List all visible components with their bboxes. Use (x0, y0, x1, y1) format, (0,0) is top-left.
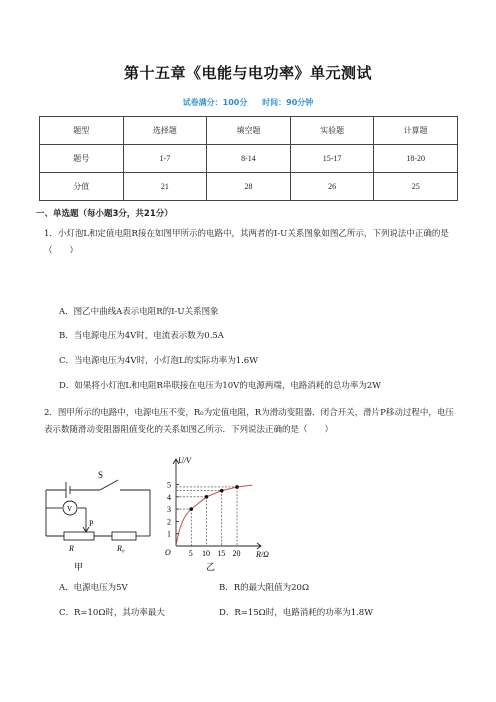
origin-label: O (165, 548, 171, 557)
fixed-resistor-label: R₀ (117, 544, 125, 553)
table-cell: 填空题 (207, 117, 291, 145)
y-tick-label: 5 (167, 480, 171, 490)
table-cell: 25 (374, 173, 458, 201)
full-score: 试卷满分：100分 (182, 98, 248, 107)
x-tick-label: 20 (232, 549, 241, 558)
table-cell: 分值 (40, 173, 124, 201)
voltage-resistance-graph (160, 452, 282, 576)
table-cell: 1-7 (123, 145, 207, 173)
data-point (220, 489, 224, 493)
score-table (39, 116, 458, 201)
switch-label: S (98, 470, 104, 480)
table-cell: 28 (207, 173, 291, 201)
x-tick-label: 15 (217, 549, 226, 558)
fixed-resistor-icon (112, 532, 136, 540)
page-title: 第十五章《电能与电功率》单元测试 (123, 64, 372, 82)
circuit-caption: 甲 (74, 562, 84, 572)
table-cell: 题号 (40, 145, 124, 173)
slider-label: P (89, 519, 94, 528)
table-cell: 实验题 (290, 117, 374, 145)
y-tick-label: 3 (167, 505, 171, 515)
question-1-option-a: A．图乙中曲线A表示电阻R的I-U关系图象 (59, 307, 219, 317)
x-tick-label: 10 (202, 549, 210, 558)
data-point (235, 485, 239, 489)
y-axis-label: U/V (178, 456, 191, 465)
question-2-option-d: D．R=15Ω时，电路消耗的功率为1.8W (219, 608, 373, 618)
data-point (205, 495, 209, 499)
voltmeter-label: V (67, 505, 73, 513)
table-cell: 题型 (40, 117, 124, 145)
y-tick-label: 2 (167, 517, 171, 527)
section-heading: 一、单选题（每小题3分，共21分） (36, 209, 173, 219)
question-2-option-c: C．R=10Ω时，其功率最大 (59, 608, 165, 618)
table-row (40, 173, 458, 201)
data-point (189, 507, 193, 511)
graph-caption: 乙 (206, 562, 216, 572)
question-2-stem: 2．图甲所示的电路中，电源电压不变，R₀为定值电阻，R为滑动变阻器．闭合开关，滑片P移动过程中，电压表示数随滑动变阻器阻值变化的关系如图乙所示．下列说法正确的是（ ） (44, 408, 454, 435)
rheostat-icon (64, 532, 94, 540)
y-tick-label: 4 (167, 492, 171, 502)
table-cell: 15-17 (290, 145, 374, 173)
y-tick-label: 1 (167, 529, 171, 539)
voltage-curve (176, 485, 252, 546)
table-cell: 计算题 (374, 117, 458, 145)
table-cell: 26 (290, 173, 374, 201)
x-axis-label: R/Ω (256, 550, 269, 559)
table-cell: 21 (123, 173, 207, 201)
exam-time: 时间：90分钟 (262, 98, 314, 107)
question-1-stem: 1．小灯泡L和定值电阻R接在如图甲所示的电路中，其两者的I-U关系图象如图乙所示，下列说法中正确的是（ ） (44, 229, 449, 256)
question-2-option-b: B．R的最大阻值为20Ω (219, 583, 310, 593)
table-cell: 选择题 (123, 117, 207, 145)
circuit-diagram (38, 458, 162, 576)
question-1-option-b: B．当电源电压为4V时，电流表示数为0.5A (59, 331, 224, 341)
table-row (40, 117, 458, 145)
question-1-option-c: C．当电源电压为4V时，小灯泡L的实际功率为1.6W (59, 356, 258, 366)
table-cell: 8-14 (207, 145, 291, 173)
table-row (40, 145, 458, 173)
table-cell: 18-20 (374, 145, 458, 173)
question-2-option-a: A．电源电压为5V (59, 583, 128, 593)
rheostat-label: R (69, 544, 74, 553)
exam-info (0, 97, 496, 108)
question-1-option-d: D．如果将小灯泡L和电阻R串联接在电压为10V的电源两端，电路消耗的总功率为2W (59, 381, 381, 391)
switch-icon (100, 480, 118, 490)
x-tick-label: 5 (188, 549, 193, 558)
